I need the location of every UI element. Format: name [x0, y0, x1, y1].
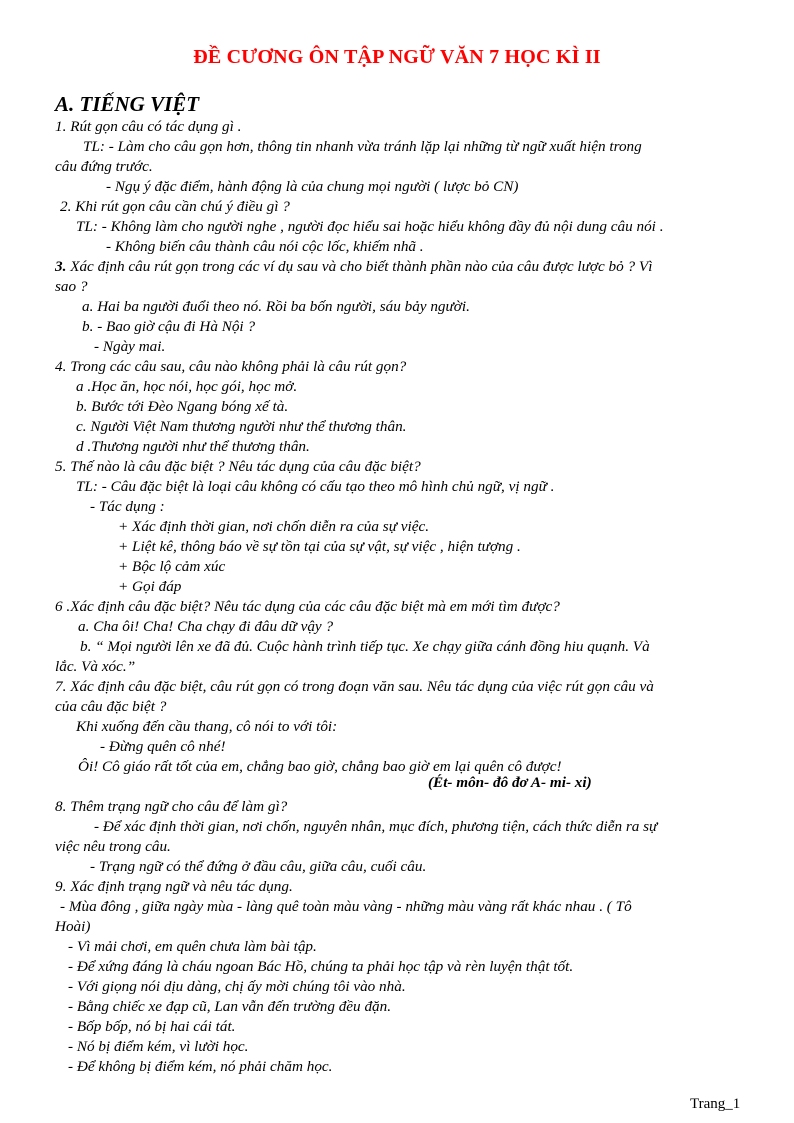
bullet-line: + Gọi đáp: [118, 578, 182, 595]
example-line: b. “ Mọi người lên xe đã đủ. Cuộc hành trình tiếp tục. Xe chạy giữa cánh đồng hiu quạnh. Và: [80, 638, 650, 655]
option-line: d .Thương người như thể thương thân.: [76, 438, 310, 455]
exercise-line: - Mùa đông , giữa ngày mùa - làng quê toàn màu vàng - những màu vàng rất khác nhau . ( Tô: [60, 898, 632, 915]
question-1: 1. Rút gọn câu có tác dụng gì .: [55, 118, 242, 135]
exercise-line: Hoài): [55, 918, 91, 935]
question-6: 6 .Xác định câu đặc biệt? Nêu tác dụng của các câu đặc biệt mà em mới tìm được?: [55, 598, 560, 615]
answer-line: - Tác dụng :: [90, 498, 165, 515]
bullet-line: + Xác định thời gian, nơi chốn diễn ra của sự việc.: [118, 518, 430, 535]
passage-line: - Đừng quên cô nhé!: [100, 738, 226, 755]
question-line: sao ?: [55, 278, 88, 295]
exercise-line: - Để không bị điểm kém, nó phải chăm học.: [68, 1058, 333, 1075]
question-3-number: 3.: [55, 258, 67, 275]
option-line: b. Bước tới Đèo Ngang bóng xế tà.: [76, 398, 289, 415]
option-line: c. Người Việt Nam thương người như thể thương thân.: [76, 418, 407, 435]
answer-line: - Không biến câu thành câu nói cộc lốc, khiếm nhã .: [106, 238, 424, 255]
question-2: 2. Khi rút gọn câu cần chú ý điều gì ?: [60, 198, 290, 215]
answer-line: - Để xác định thời gian, nơi chốn, nguyên nhân, mục đích, phương tiện, cách thức diễn ra sự: [94, 818, 658, 835]
question-9: 9. Xác định trạng ngữ và nêu tác dụng.: [55, 878, 293, 895]
question-5: 5. Thế nào là câu đặc biệt ? Nêu tác dụng của câu đặc biệt?: [55, 458, 421, 475]
example-line: - Ngày mai.: [94, 338, 166, 355]
example-line: b. - Bao giờ cậu đi Hà Nội ?: [82, 318, 256, 335]
answer-line: TL: - Làm cho câu gọn hơn, thông tin nhanh vừa tránh lặp lại những từ ngữ xuất hiện trong: [83, 138, 642, 155]
answer-line: - Trạng ngữ có thể đứng ở đầu câu, giữa câu, cuối câu.: [90, 858, 427, 875]
page-number: Trang_1: [690, 1096, 741, 1112]
bullet-line: + Liệt kê, thông báo về sự tồn tại của sự vật, sự việc , hiện tượng .: [118, 538, 521, 555]
question-3: [55, 257, 652, 277]
question-4: 4. Trong các câu sau, câu nào không phải là câu rút gọn?: [55, 358, 407, 375]
question-7: 7. Xác định câu đặc biệt, câu rút gọn có trong đoạn văn sau. Nêu tác dụng của việc rút gọn câu và: [55, 678, 654, 695]
exercise-line: - Nó bị điểm kém, vì lười học.: [68, 1038, 249, 1055]
option-line: a .Học ăn, học nói, học gói, học mở.: [76, 378, 298, 395]
answer-line: việc nêu trong câu.: [55, 838, 171, 855]
exercise-line: - Với giọng nói dịu dàng, chị ấy mời chúng tôi vào nhà.: [68, 978, 406, 995]
passage-author: (Ét- môn- đô đơ A- mi- xi): [428, 774, 592, 791]
question-line: của câu đặc biệt ?: [55, 698, 167, 715]
answer-line: câu đứng trước.: [55, 158, 153, 175]
section-heading: A. TIẾNG VIỆT: [55, 92, 200, 116]
document-title: ĐỀ CƯƠNG ÔN TẬP NGỮ VĂN 7 HỌC KÌ II: [193, 46, 601, 68]
example-line: a. Hai ba người đuổi theo nó. Rồi ba bốn người, sáu bảy người.: [82, 298, 470, 315]
question-3-text: Xác định câu rút gọn trong các ví dụ sau và cho biết thành phần nào của câu được lược bỏ ? Vì: [66, 258, 653, 275]
answer-line: TL: - Không làm cho người nghe , người đọc hiểu sai hoặc hiểu không đầy đủ nội dung câu nói .: [76, 218, 664, 235]
exercise-line: - Bằng chiếc xe đạp cũ, Lan vẫn đến trường đều đặn.: [68, 998, 392, 1015]
passage-line: Khi xuống đến cầu thang, cô nói to với tôi:: [76, 718, 338, 735]
passage-line: Ôi! Cô giáo rất tốt của em, chẳng bao giờ, chẳng bao giờ em lại quên cô được!: [78, 758, 562, 775]
exercise-line: - Vì mải chơi, em quên chưa làm bài tập.: [68, 938, 317, 955]
bullet-line: + Bộc lộ cảm xúc: [118, 558, 226, 575]
example-line: a. Cha ôi! Cha! Cha chạy đi đâu dữ vậy ?: [78, 618, 334, 635]
answer-line: TL: - Câu đặc biệt là loại câu không có cấu tạo theo mô hình chủ ngữ, vị ngữ .: [76, 478, 555, 495]
example-line: lắc. Và xóc.”: [55, 658, 136, 675]
question-8: 8. Thêm trạng ngữ cho câu để làm gì?: [55, 798, 288, 815]
exercise-line: - Để xứng đáng là cháu ngoan Bác Hồ, chúng ta phải học tập và rèn luyện thật tốt.: [68, 958, 574, 975]
answer-line: - Ngụ ý đặc điểm, hành động là của chung mọi người ( lược bỏ CN): [106, 178, 519, 195]
exercise-line: - Bốp bốp, nó bị hai cái tát.: [68, 1018, 236, 1035]
